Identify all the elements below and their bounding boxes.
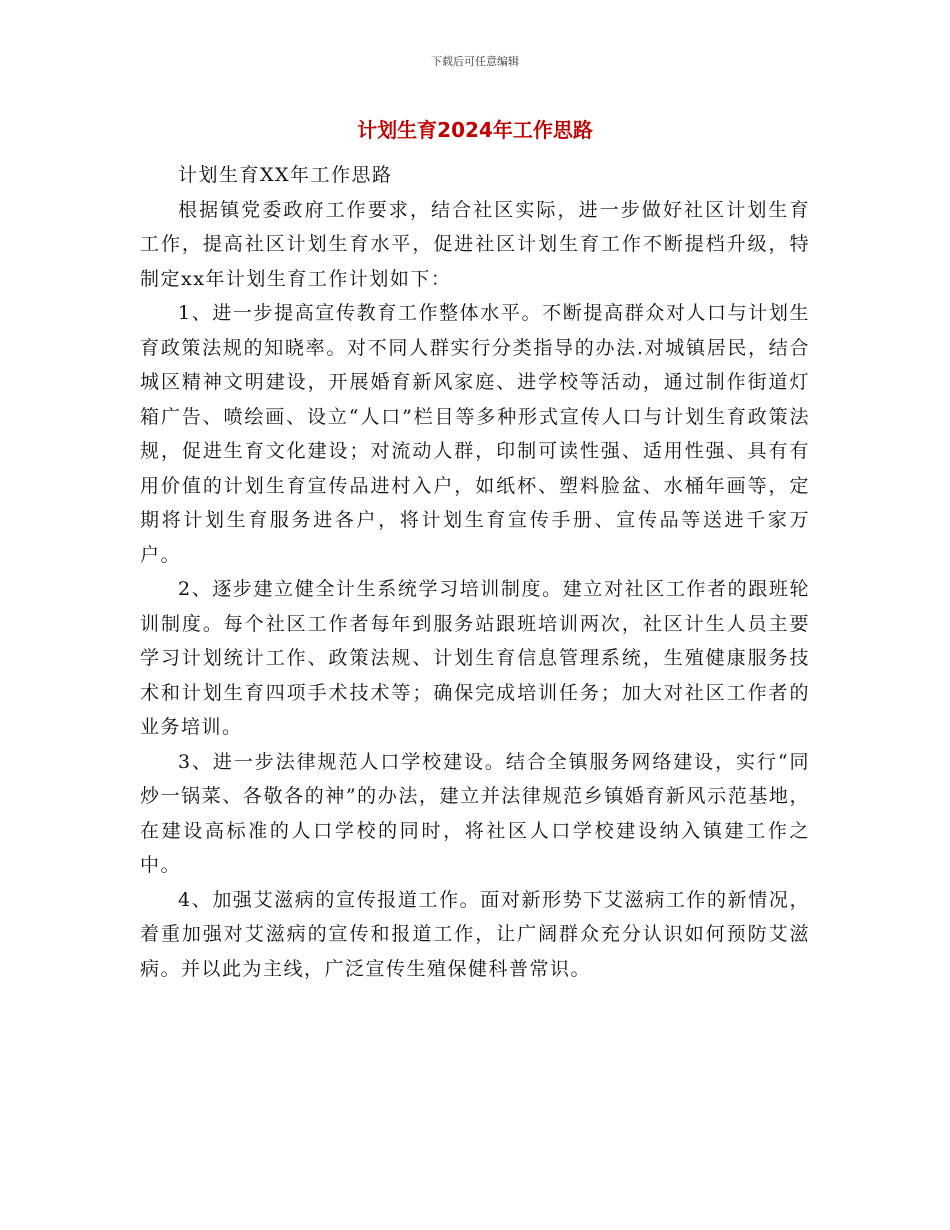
paragraph-item-4: 4、加强艾滋病的宣传报道工作。面对新形势下艾滋病工作的新情况，着重加强对艾滋病的宣传和报道工作，让广阔群众充分认识如何预防艾滋病。并以此为主线，广泛宣传生殖保健科普常识。 (140, 888, 810, 980)
document-title: 计划生育2024年工作思路 (357, 118, 593, 142)
header-note: 下载后可任意编辑 (431, 55, 519, 68)
paragraph-item-2: 2、逐步建立健全计生系统学习培训制度。建立对社区工作者的跟班轮训制度。每个社区工作者每年到服务站跟班培训两次，社区计生人员主要学习计划统计工作、政策法规、计划生育信息管理系统，生殖健康服务技术和计划生育四项手术技术等；确保完成培训任务；加大对社区工作者的业务培训。 (140, 578, 810, 738)
paragraph-subtitle: 计划生育XX年工作思路 (178, 164, 393, 186)
paragraph-item-1: 1、进一步提高宣传教育工作整体水平。不断提高群众对人口与计划生育政策法规的知晓率。对不同人群实行分类指导的办法.对城镇居民，结合城区精神文明建设，开展婚育新风家庭、进学校等活动，通过制作街道灯箱广告、喷绘画、设立“人口”栏目等多种形式宣传人口与计划生育政策法规，促进生育文化建设；对流动人群，印制可读性强、适用性强、具有有用价值的计划生育宣传品进村入户，如纸杯、塑料脸盆、水桶年画等，定期将计划生育服务进各户，将计划生育宣传手册、宣传品等送进千家万户。 (140, 302, 810, 566)
paragraph-intro: 根据镇党委政府工作要求，结合社区实际，进一步做好社区计划生育工作，提高社区计划生育水平，促进社区计划生育工作不断提档升级，特制定xx年计划生育工作计划如下： (140, 198, 810, 290)
document-body (140, 158, 810, 986)
paragraph-item-3: 3、进一步法律规范人口学校建设。结合全镇服务网络建设，实行“同炒一锅菜、各敬各的神”的办法，建立并法律规范乡镇婚育新风示范基地，在建设高标准的人口学校的同时，将社区人口学校建设纳入镇建工作之中。 (140, 750, 810, 876)
